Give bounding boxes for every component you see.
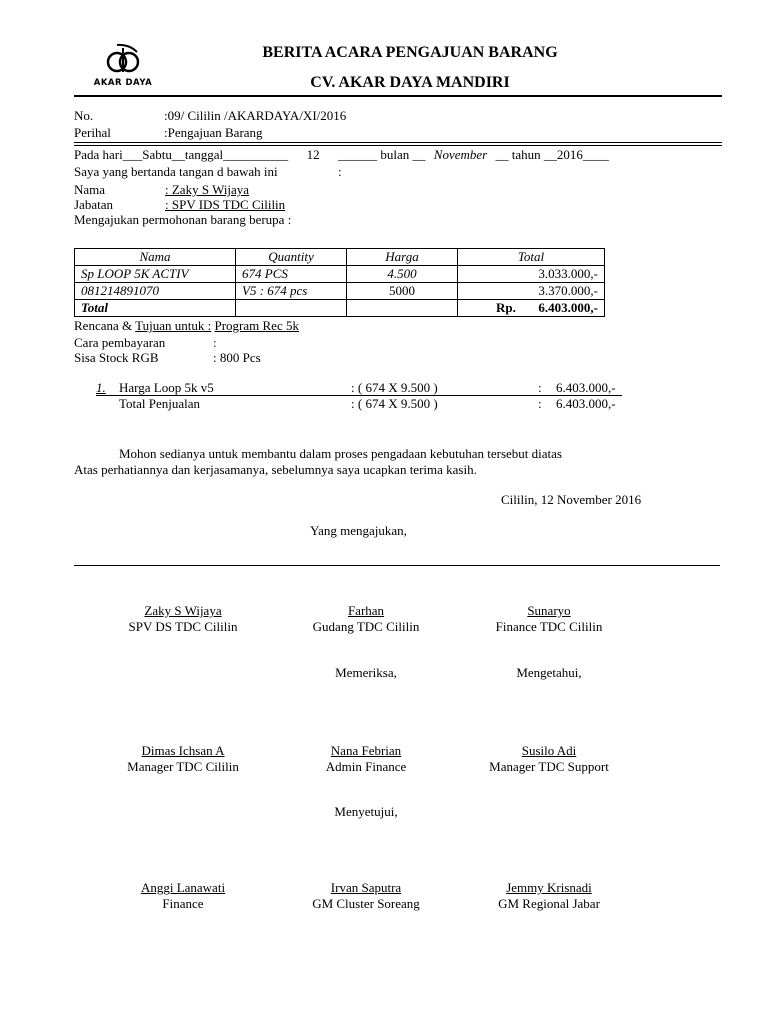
- nama-value: : Zaky S Wijaya: [165, 182, 250, 197]
- signatory-title: Finance TDC Cililin: [495, 619, 603, 634]
- signatory-name: Dimas Ichsan A: [141, 743, 225, 758]
- signatory: [100, 743, 266, 775]
- table-row: [75, 266, 605, 283]
- signatory-name: Susilo Adi: [521, 743, 577, 758]
- table-cell: 4.500: [347, 266, 458, 283]
- date-line: Pada hari___Sabtu__tanggal__________ 12 ______ bulan __ November __ tahun __2016____: [74, 147, 609, 162]
- signatory-title: Admin Finance: [325, 759, 407, 774]
- memeriksa-label: Memeriksa,: [335, 665, 397, 680]
- table-cell: V5 : 674 pcs: [236, 283, 347, 300]
- table-cell: 081214891070: [75, 283, 236, 300]
- body-line-1: Mohon sedianya untuk membantu dalam proses pengadaan kebutuhan tersebut diatas: [119, 446, 562, 461]
- table-header-row: [75, 249, 605, 266]
- table-header-cell: Nama: [75, 249, 236, 266]
- calc-label: Harga Loop 5k v5: [119, 380, 214, 395]
- signatory-title: Manager TDC Cililin: [127, 759, 239, 774]
- logo-text: AKAR DAYA: [93, 78, 153, 88]
- signatory: [283, 880, 449, 912]
- signatory-title: GM Cluster Soreang: [312, 896, 420, 911]
- cara-label: Cara pembayaran: [74, 335, 166, 350]
- yang-mengajukan: Yang mengajukan,: [310, 523, 407, 538]
- calc-colon: :: [538, 396, 542, 411]
- company-logo: [93, 42, 153, 94]
- intro-text: Saya yang bertanda tangan d bawah ini: [74, 164, 278, 179]
- table-total-row: [75, 300, 605, 317]
- total-value: 6.403.000,-: [538, 300, 598, 315]
- rencana-label: Rencana &: [74, 318, 133, 333]
- signatory: [466, 603, 632, 635]
- table-cell: 3.033.000,-: [458, 266, 605, 283]
- tujuan-label: Tujuan untuk :: [135, 318, 212, 333]
- total-currency: Rp.: [496, 300, 516, 315]
- menyetujui-label: Menyetujui,: [334, 804, 398, 819]
- nama-label: Nama: [74, 182, 106, 197]
- signatory-title: Manager TDC Support: [489, 759, 609, 774]
- signatory-title: GM Regional Jabar: [498, 896, 600, 911]
- signatory: [100, 603, 266, 635]
- month-value: November: [433, 147, 488, 162]
- mengetahui-label: Mengetahui,: [516, 665, 582, 680]
- calc-label: Total Penjualan: [119, 396, 201, 411]
- day-value: Sabtu: [142, 147, 172, 162]
- signatory-name: Farhan: [347, 603, 385, 618]
- table-header-cell: Quantity: [236, 249, 347, 266]
- bulan-label: bulan: [380, 147, 410, 162]
- document-title: BERITA ACARA PENGAJUAN BARANG: [262, 44, 558, 61]
- table-header-cell: Harga: [347, 249, 458, 266]
- signatory-name: Nana Febrian: [330, 743, 402, 758]
- signatory-name: Sunaryo: [527, 603, 571, 618]
- sisa-label: Sisa Stock RGB: [74, 350, 159, 365]
- meta-divider-1: [74, 142, 722, 143]
- signatory-name: Irvan Saputra: [330, 880, 402, 895]
- items-table: [74, 248, 605, 317]
- jabatan-label: Jabatan: [74, 197, 113, 212]
- signatory: [466, 880, 632, 912]
- calc-amount: 6.403.000,-: [556, 380, 616, 395]
- sisa-value: : 800 Pcs: [213, 350, 261, 365]
- request-line: Mengajukan permohonan barang berupa :: [74, 212, 292, 227]
- signatory-title: SPV DS TDC Cililin: [128, 619, 238, 634]
- signatory: [283, 603, 449, 635]
- calc-amount: 6.403.000,-: [556, 396, 616, 411]
- perihal-value: :Pengajuan Barang: [164, 125, 263, 140]
- signatory-title: Finance: [162, 896, 204, 911]
- meta-divider-2: [74, 145, 722, 146]
- table-header-cell: Total: [458, 249, 605, 266]
- table-cell: 5000: [347, 283, 458, 300]
- table-cell: Sp LOOP 5K ACTIV: [75, 266, 236, 283]
- jabatan-value: : SPV IDS TDC Cililin: [165, 197, 286, 212]
- date-value: 12: [306, 147, 320, 162]
- year-value: 2016: [556, 147, 583, 162]
- company-name: CV. AKAR DAYA MANDIRI: [310, 74, 510, 91]
- table-cell: 3.370.000,-: [458, 283, 605, 300]
- table-cell: 674 PCS: [236, 266, 347, 283]
- tahun-label: tahun: [511, 147, 541, 162]
- signatory-name: Anggi Lanawati: [140, 880, 226, 895]
- calc-num: 1.: [96, 380, 106, 395]
- total-label: Total: [75, 300, 236, 317]
- calc-colon: :: [538, 380, 542, 395]
- intro-colon: :: [338, 164, 342, 179]
- signatory-name: Zaky S Wijaya: [144, 603, 222, 618]
- calc-formula: : ( 674 X 9.500 ): [351, 396, 438, 411]
- no-label: No.: [74, 108, 94, 123]
- perihal-label: Perihal: [74, 125, 111, 140]
- body-line-2: Atas perhatiannya dan kerjasamanya, sebelumnya saya ucapkan terima kasih.: [74, 462, 477, 477]
- tanggal-label: tanggal: [184, 147, 224, 162]
- signatory-name: Jemmy Krisnadi: [506, 880, 592, 895]
- no-value: :09/ Cililin /AKARDAYA/XI/2016: [164, 108, 347, 123]
- pada-hari-label: Pada hari: [74, 147, 123, 162]
- signatory-title: Gudang TDC Cililin: [312, 619, 420, 634]
- signature-divider: [74, 565, 720, 566]
- signatory: [466, 743, 632, 775]
- program-value: Program Rec 5k: [214, 318, 299, 333]
- cara-colon: :: [213, 335, 217, 350]
- table-row: [75, 283, 605, 300]
- signatory: [283, 743, 449, 775]
- plan-line: [74, 318, 299, 334]
- calc-formula: : ( 674 X 9.500 ): [351, 380, 438, 395]
- signatory: [100, 880, 266, 912]
- logo-mark-icon: [93, 42, 153, 80]
- header-divider: [74, 95, 722, 97]
- total-cell: [458, 300, 605, 317]
- place-date: Cililin, 12 November 2016: [501, 492, 642, 507]
